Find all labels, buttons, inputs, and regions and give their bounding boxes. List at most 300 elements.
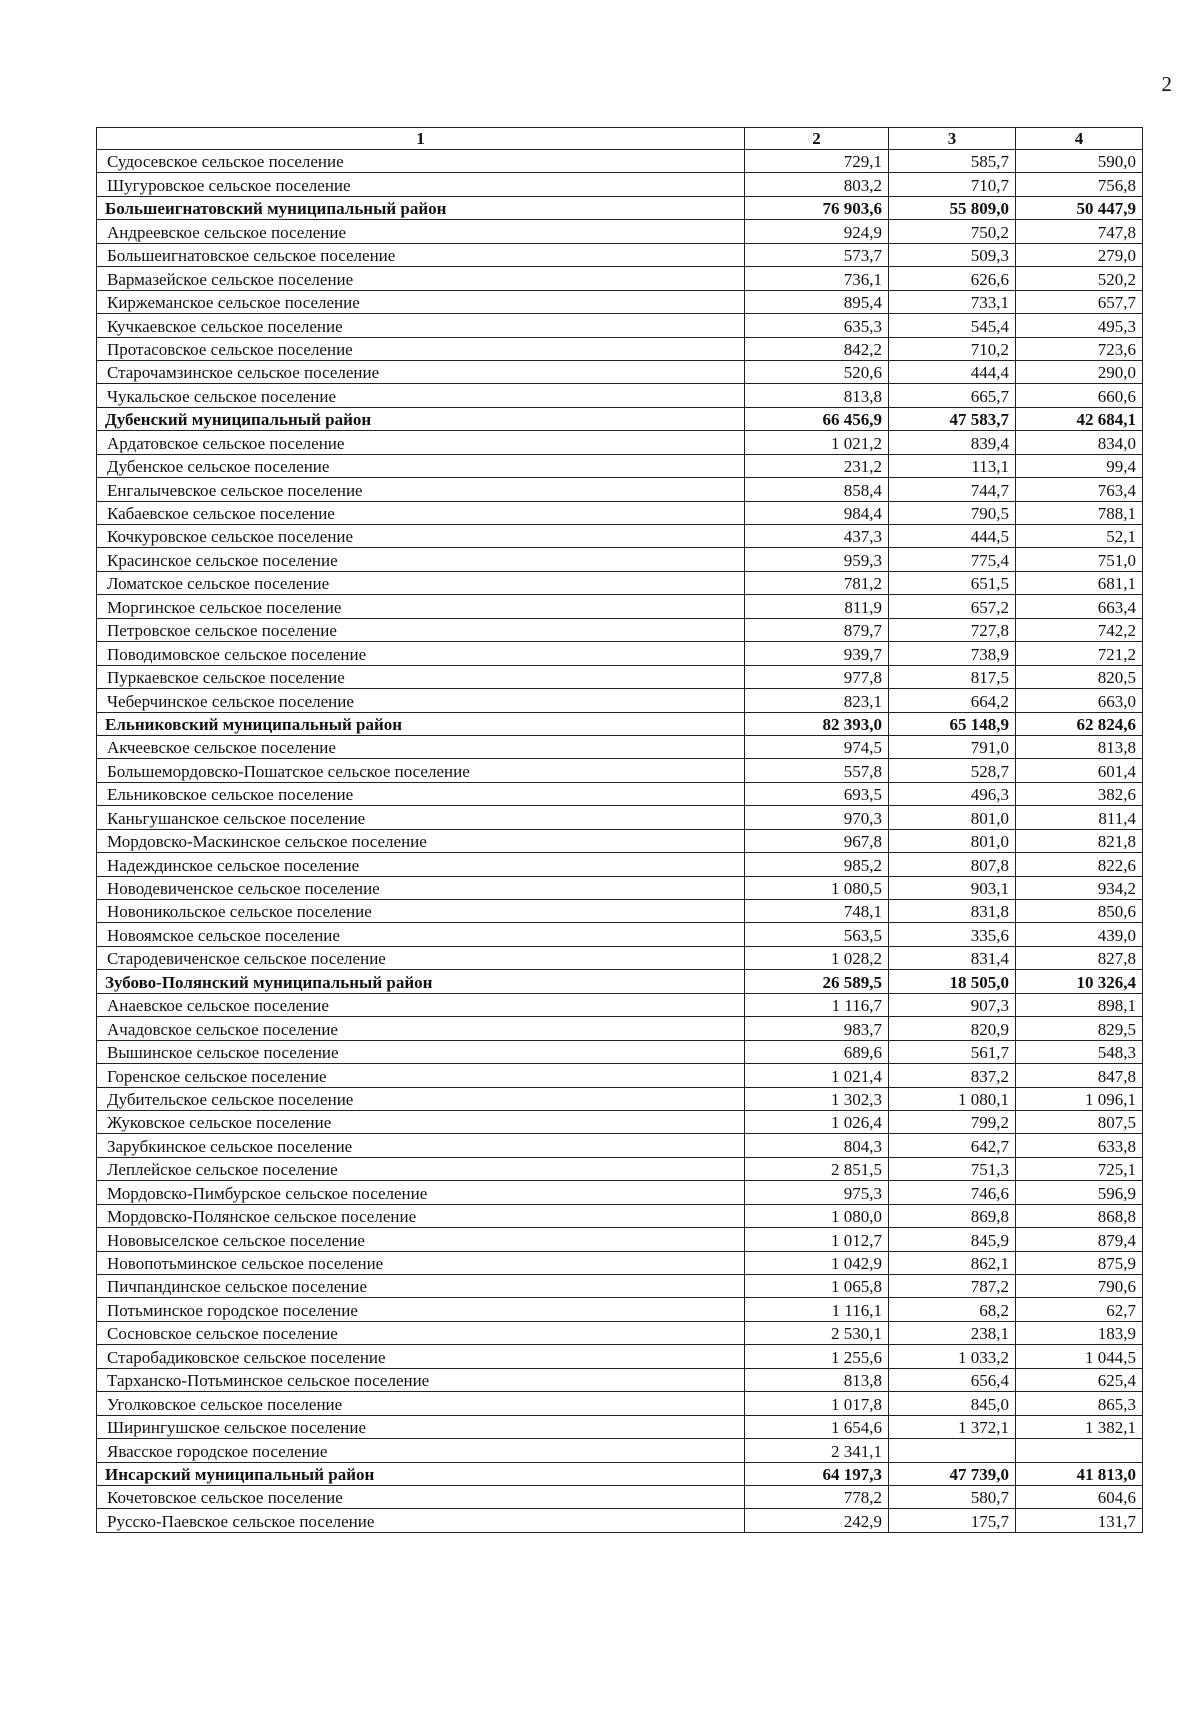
settlement-name-cell: Моргинское сельское поселение	[97, 595, 745, 618]
value-col4-cell: 875,9	[1016, 1251, 1143, 1274]
settlement-name-cell: Кабаевское сельское поселение	[97, 501, 745, 524]
value-col3-cell: 545,4	[889, 314, 1016, 337]
value-col2-cell: 778,2	[745, 1485, 889, 1508]
value-col3-cell: 727,8	[889, 618, 1016, 641]
value-col3-cell: 820,9	[889, 1017, 1016, 1040]
settlement-name-cell: Русско-Паевское сельское поселение	[97, 1509, 745, 1532]
value-col4-cell: 723,6	[1016, 337, 1143, 360]
value-col3-cell: 733,1	[889, 290, 1016, 313]
table-row	[97, 360, 1143, 383]
value-col2-cell: 983,7	[745, 1017, 889, 1040]
settlement-name-cell: Новоямское сельское поселение	[97, 923, 745, 946]
table-body	[97, 150, 1143, 1533]
value-col2-cell: 2 851,5	[745, 1157, 889, 1180]
table-row	[97, 1040, 1143, 1063]
table-row	[97, 829, 1143, 852]
table-row	[97, 1368, 1143, 1391]
settlement-name-cell: Леплейское сельское поселение	[97, 1157, 745, 1180]
settlement-name-cell: Тарханско-Потьминское сельское поселение	[97, 1368, 745, 1391]
value-col4-cell: 290,0	[1016, 360, 1143, 383]
settlement-name-cell: Чеберчинское сельское поселение	[97, 689, 745, 712]
value-col4-cell: 10 326,4	[1016, 970, 1143, 993]
settlement-name-cell: Дубительское сельское поселение	[97, 1087, 745, 1110]
value-col3-cell: 238,1	[889, 1321, 1016, 1344]
value-col4-cell: 382,6	[1016, 782, 1143, 805]
settlement-name-cell: Жуковское сельское поселение	[97, 1110, 745, 1133]
value-col3-cell: 65 148,9	[889, 712, 1016, 735]
value-col2-cell: 813,8	[745, 384, 889, 407]
value-col4-cell: 439,0	[1016, 923, 1143, 946]
settlement-name-cell: Большемордовско-Пошатское сельское поселение	[97, 759, 745, 782]
column-header-1: 1	[97, 128, 745, 150]
table-row	[97, 1298, 1143, 1321]
value-col3-cell: 642,7	[889, 1134, 1016, 1157]
value-col4-cell: 50 447,9	[1016, 196, 1143, 219]
table-row	[97, 243, 1143, 266]
value-col3-cell: 807,8	[889, 853, 1016, 876]
value-col3-cell: 791,0	[889, 735, 1016, 758]
table-row	[97, 1509, 1143, 1532]
value-col2-cell: 1 302,3	[745, 1087, 889, 1110]
value-col4-cell: 52,1	[1016, 525, 1143, 548]
value-col2-cell: 813,8	[745, 1368, 889, 1391]
settlement-name-cell: Шугуровское сельское поселение	[97, 173, 745, 196]
table-header	[97, 128, 1143, 150]
value-col2-cell: 977,8	[745, 665, 889, 688]
value-col2-cell: 748,1	[745, 900, 889, 923]
value-col4-cell: 821,8	[1016, 829, 1143, 852]
value-col2-cell: 803,2	[745, 173, 889, 196]
column-header-3: 3	[889, 128, 1016, 150]
table-row	[97, 1110, 1143, 1133]
value-col3-cell: 626,6	[889, 267, 1016, 290]
value-col2-cell: 984,4	[745, 501, 889, 524]
value-col4-cell: 183,9	[1016, 1321, 1143, 1344]
table-row	[97, 384, 1143, 407]
value-col4-cell: 681,1	[1016, 571, 1143, 594]
settlement-name-cell: Дубенский муниципальный район	[97, 407, 745, 430]
table-row	[97, 1321, 1143, 1344]
value-col3-cell: 787,2	[889, 1275, 1016, 1298]
settlement-name-cell: Ельниковское сельское поселение	[97, 782, 745, 805]
value-col2-cell: 811,9	[745, 595, 889, 618]
table-row	[97, 876, 1143, 899]
value-col4-cell: 829,5	[1016, 1017, 1143, 1040]
value-col3-cell: 335,6	[889, 923, 1016, 946]
value-col4-cell: 898,1	[1016, 993, 1143, 1016]
value-col4-cell: 62 824,6	[1016, 712, 1143, 735]
value-col2-cell: 1 116,7	[745, 993, 889, 1016]
value-col2-cell: 2 530,1	[745, 1321, 889, 1344]
value-col4-cell: 41 813,0	[1016, 1462, 1143, 1485]
value-col4-cell: 820,5	[1016, 665, 1143, 688]
value-col4-cell: 811,4	[1016, 806, 1143, 829]
value-col3-cell: 801,0	[889, 806, 1016, 829]
value-col4-cell: 42 684,1	[1016, 407, 1143, 430]
value-col2-cell: 64 197,3	[745, 1462, 889, 1485]
table-row	[97, 220, 1143, 243]
value-col2-cell: 557,8	[745, 759, 889, 782]
value-col4-cell: 520,2	[1016, 267, 1143, 290]
value-col4-cell: 807,5	[1016, 1110, 1143, 1133]
value-col3-cell: 799,2	[889, 1110, 1016, 1133]
table-row	[97, 618, 1143, 641]
table-row	[97, 595, 1143, 618]
settlement-name-cell: Акчеевское сельское поселение	[97, 735, 745, 758]
value-col2-cell: 804,3	[745, 1134, 889, 1157]
settlement-name-cell: Андреевское сельское поселение	[97, 220, 745, 243]
value-col2-cell: 563,5	[745, 923, 889, 946]
value-col2-cell: 858,4	[745, 478, 889, 501]
district-row	[97, 196, 1143, 219]
settlement-name-cell: Вармазейское сельское поселение	[97, 267, 745, 290]
column-header-2: 2	[745, 128, 889, 150]
value-col2-cell: 959,3	[745, 548, 889, 571]
table-row	[97, 478, 1143, 501]
settlement-name-cell: Потьминское городское поселение	[97, 1298, 745, 1321]
value-col3-cell: 657,2	[889, 595, 1016, 618]
settlement-name-cell: Надеждинское сельское поселение	[97, 853, 745, 876]
value-col4-cell: 763,4	[1016, 478, 1143, 501]
settlement-name-cell: Зубово-Полянский муниципальный район	[97, 970, 745, 993]
value-col3-cell: 1 033,2	[889, 1345, 1016, 1368]
value-col3-cell: 47 583,7	[889, 407, 1016, 430]
value-col3-cell: 710,7	[889, 173, 1016, 196]
value-col4-cell: 1 382,1	[1016, 1415, 1143, 1438]
value-col3-cell: 869,8	[889, 1204, 1016, 1227]
value-col2-cell: 520,6	[745, 360, 889, 383]
value-col3-cell: 831,8	[889, 900, 1016, 923]
value-col2-cell: 437,3	[745, 525, 889, 548]
value-col4-cell: 721,2	[1016, 642, 1143, 665]
value-col2-cell: 82 393,0	[745, 712, 889, 735]
value-col4-cell: 99,4	[1016, 454, 1143, 477]
value-col2-cell: 1 065,8	[745, 1275, 889, 1298]
value-col3-cell: 580,7	[889, 1485, 1016, 1508]
settlement-name-cell: Анаевское сельское поселение	[97, 993, 745, 1016]
settlement-name-cell: Каньгушанское сельское поселение	[97, 806, 745, 829]
table-row	[97, 454, 1143, 477]
table-row	[97, 1439, 1143, 1462]
table-row	[97, 993, 1143, 1016]
value-col2-cell: 823,1	[745, 689, 889, 712]
value-col3-cell: 831,4	[889, 946, 1016, 969]
district-row	[97, 970, 1143, 993]
value-col4-cell: 657,7	[1016, 290, 1143, 313]
table-row	[97, 806, 1143, 829]
table-row	[97, 1204, 1143, 1227]
table-row	[97, 173, 1143, 196]
table-row	[97, 665, 1143, 688]
value-col2-cell: 26 589,5	[745, 970, 889, 993]
value-col2-cell: 985,2	[745, 853, 889, 876]
value-col2-cell: 1 012,7	[745, 1228, 889, 1251]
value-col2-cell: 1 021,2	[745, 431, 889, 454]
value-col3-cell: 496,3	[889, 782, 1016, 805]
value-col2-cell: 879,7	[745, 618, 889, 641]
settlement-name-cell: Мордовско-Полянское сельское поселение	[97, 1204, 745, 1227]
value-col3-cell: 744,7	[889, 478, 1016, 501]
settlement-name-cell: Стародевиченское сельское поселение	[97, 946, 745, 969]
value-col3-cell: 903,1	[889, 876, 1016, 899]
table-row	[97, 900, 1143, 923]
table-row	[97, 314, 1143, 337]
value-col4-cell: 756,8	[1016, 173, 1143, 196]
value-col2-cell: 689,6	[745, 1040, 889, 1063]
value-col2-cell: 1 028,2	[745, 946, 889, 969]
value-col3-cell: 444,4	[889, 360, 1016, 383]
value-col2-cell: 967,8	[745, 829, 889, 852]
value-col2-cell: 1 021,4	[745, 1064, 889, 1087]
value-col3-cell: 837,2	[889, 1064, 1016, 1087]
settlement-name-cell: Кучкаевское сельское поселение	[97, 314, 745, 337]
value-col3-cell: 1 080,1	[889, 1087, 1016, 1110]
value-col3-cell	[889, 1439, 1016, 1462]
table-row	[97, 1345, 1143, 1368]
settlement-name-cell: Мордовско-Пимбурское сельское поселение	[97, 1181, 745, 1204]
settlement-name-cell: Новопотьминское сельское поселение	[97, 1251, 745, 1274]
value-col4-cell: 747,8	[1016, 220, 1143, 243]
value-col4-cell: 62,7	[1016, 1298, 1143, 1321]
value-col2-cell: 573,7	[745, 243, 889, 266]
value-col3-cell: 839,4	[889, 431, 1016, 454]
value-col2-cell: 1 654,6	[745, 1415, 889, 1438]
settlement-name-cell: Инсарский муниципальный район	[97, 1462, 745, 1485]
value-col4-cell: 822,6	[1016, 853, 1143, 876]
table-row	[97, 290, 1143, 313]
value-col4-cell: 663,0	[1016, 689, 1143, 712]
settlement-name-cell: Мордовско-Маскинское сельское поселение	[97, 829, 745, 852]
settlement-name-cell: Судосевское сельское поселение	[97, 150, 745, 173]
table-row	[97, 501, 1143, 524]
value-col4-cell: 742,2	[1016, 618, 1143, 641]
table-row	[97, 946, 1143, 969]
value-col2-cell: 736,1	[745, 267, 889, 290]
value-col4-cell: 788,1	[1016, 501, 1143, 524]
value-col2-cell: 1 080,0	[745, 1204, 889, 1227]
table-row	[97, 1017, 1143, 1040]
table-row	[97, 782, 1143, 805]
table-row	[97, 571, 1143, 594]
value-col4-cell: 660,6	[1016, 384, 1143, 407]
column-header-4: 4	[1016, 128, 1143, 150]
settlement-name-cell: Явасское городское поселение	[97, 1439, 745, 1462]
district-row	[97, 712, 1143, 735]
settlement-name-cell: Старобадиковское сельское поселение	[97, 1345, 745, 1368]
value-col4-cell: 590,0	[1016, 150, 1143, 173]
value-col3-cell: 907,3	[889, 993, 1016, 1016]
value-col3-cell: 18 505,0	[889, 970, 1016, 993]
settlement-name-cell: Чукальское сельское поселение	[97, 384, 745, 407]
value-col2-cell: 693,5	[745, 782, 889, 805]
settlement-name-cell: Уголковское сельское поселение	[97, 1392, 745, 1415]
settlement-name-cell: Ельниковский муниципальный район	[97, 712, 745, 735]
value-col4-cell: 633,8	[1016, 1134, 1143, 1157]
value-col3-cell: 862,1	[889, 1251, 1016, 1274]
value-col3-cell: 444,5	[889, 525, 1016, 548]
settlement-name-cell: Петровское сельское поселение	[97, 618, 745, 641]
value-col3-cell: 55 809,0	[889, 196, 1016, 219]
settlement-name-cell: Киржеманское сельское поселение	[97, 290, 745, 313]
value-col3-cell: 775,4	[889, 548, 1016, 571]
value-col3-cell: 738,9	[889, 642, 1016, 665]
value-col4-cell: 596,9	[1016, 1181, 1143, 1204]
settlement-name-cell: Протасовское сельское поселение	[97, 337, 745, 360]
table-row	[97, 1275, 1143, 1298]
value-col3-cell: 746,6	[889, 1181, 1016, 1204]
table-row	[97, 853, 1143, 876]
page-number: 2	[1161, 72, 1172, 96]
value-col4-cell: 279,0	[1016, 243, 1143, 266]
table-row	[97, 267, 1143, 290]
settlement-name-cell: Кочетовское сельское поселение	[97, 1485, 745, 1508]
settlement-name-cell: Старочамзинское сельское поселение	[97, 360, 745, 383]
value-col2-cell: 895,4	[745, 290, 889, 313]
value-col3-cell: 175,7	[889, 1509, 1016, 1532]
settlement-name-cell: Поводимовское сельское поселение	[97, 642, 745, 665]
value-col3-cell: 750,2	[889, 220, 1016, 243]
value-col4-cell: 850,6	[1016, 900, 1143, 923]
table-row	[97, 1228, 1143, 1251]
value-col3-cell: 801,0	[889, 829, 1016, 852]
value-col2-cell: 924,9	[745, 220, 889, 243]
table-row	[97, 1251, 1143, 1274]
value-col4-cell: 834,0	[1016, 431, 1143, 454]
value-col2-cell: 970,3	[745, 806, 889, 829]
value-col2-cell: 242,9	[745, 1509, 889, 1532]
table-row	[97, 759, 1143, 782]
value-col4-cell: 847,8	[1016, 1064, 1143, 1087]
value-col3-cell: 68,2	[889, 1298, 1016, 1321]
value-col2-cell: 66 456,9	[745, 407, 889, 430]
settlement-name-cell: Зарубкинское сельское поселение	[97, 1134, 745, 1157]
settlement-name-cell: Горенское сельское поселение	[97, 1064, 745, 1087]
value-col2-cell: 1 255,6	[745, 1345, 889, 1368]
table-row	[97, 548, 1143, 571]
value-col4-cell: 865,3	[1016, 1392, 1143, 1415]
value-col2-cell: 1 026,4	[745, 1110, 889, 1133]
value-col4-cell	[1016, 1439, 1143, 1462]
value-col4-cell: 725,1	[1016, 1157, 1143, 1180]
value-col4-cell: 879,4	[1016, 1228, 1143, 1251]
value-col3-cell: 845,9	[889, 1228, 1016, 1251]
table-row	[97, 1134, 1143, 1157]
value-col3-cell: 656,4	[889, 1368, 1016, 1391]
table-row	[97, 1485, 1143, 1508]
value-col4-cell: 663,4	[1016, 595, 1143, 618]
value-col3-cell: 651,5	[889, 571, 1016, 594]
table-row	[97, 735, 1143, 758]
table-row	[97, 431, 1143, 454]
value-col4-cell: 1 044,5	[1016, 1345, 1143, 1368]
value-col3-cell: 509,3	[889, 243, 1016, 266]
settlement-name-cell: Дубенское сельское поселение	[97, 454, 745, 477]
value-col4-cell: 813,8	[1016, 735, 1143, 758]
settlement-name-cell: Красинское сельское поселение	[97, 548, 745, 571]
value-col2-cell: 729,1	[745, 150, 889, 173]
value-col3-cell: 528,7	[889, 759, 1016, 782]
value-col3-cell: 47 739,0	[889, 1462, 1016, 1485]
value-col2-cell: 939,7	[745, 642, 889, 665]
value-col2-cell: 635,3	[745, 314, 889, 337]
settlement-name-cell: Кочкуровское сельское поселение	[97, 525, 745, 548]
settlement-name-cell: Большеигнатовское сельское поселение	[97, 243, 745, 266]
value-col2-cell: 842,2	[745, 337, 889, 360]
table-row	[97, 525, 1143, 548]
value-col2-cell: 1 042,9	[745, 1251, 889, 1274]
value-col4-cell: 790,6	[1016, 1275, 1143, 1298]
value-col4-cell: 601,4	[1016, 759, 1143, 782]
table-row	[97, 1415, 1143, 1438]
value-col4-cell: 1 096,1	[1016, 1087, 1143, 1110]
settlement-name-cell: Ардатовское сельское поселение	[97, 431, 745, 454]
settlement-name-cell: Ширингушское сельское поселение	[97, 1415, 745, 1438]
value-col2-cell: 1 080,5	[745, 876, 889, 899]
district-row	[97, 1462, 1143, 1485]
value-col2-cell: 1 116,1	[745, 1298, 889, 1321]
settlement-name-cell: Сосновское сельское поселение	[97, 1321, 745, 1344]
value-col3-cell: 790,5	[889, 501, 1016, 524]
value-col2-cell: 974,5	[745, 735, 889, 758]
value-col3-cell: 1 372,1	[889, 1415, 1016, 1438]
settlement-name-cell: Ачадовское сельское поселение	[97, 1017, 745, 1040]
value-col3-cell: 751,3	[889, 1157, 1016, 1180]
value-col3-cell: 845,0	[889, 1392, 1016, 1415]
budget-table	[96, 127, 1143, 1533]
value-col3-cell: 561,7	[889, 1040, 1016, 1063]
value-col4-cell: 868,8	[1016, 1204, 1143, 1227]
value-col4-cell: 934,2	[1016, 876, 1143, 899]
value-col4-cell: 495,3	[1016, 314, 1143, 337]
table-row	[97, 642, 1143, 665]
settlement-name-cell: Новодевиченское сельское поселение	[97, 876, 745, 899]
table-row	[97, 337, 1143, 360]
settlement-name-cell: Ломатское сельское поселение	[97, 571, 745, 594]
value-col4-cell: 827,8	[1016, 946, 1143, 969]
district-row	[97, 407, 1143, 430]
value-col4-cell: 625,4	[1016, 1368, 1143, 1391]
settlement-name-cell: Енгалычевское сельское поселение	[97, 478, 745, 501]
settlement-name-cell: Пуркаевское сельское поселение	[97, 665, 745, 688]
value-col4-cell: 604,6	[1016, 1485, 1143, 1508]
table-row	[97, 1087, 1143, 1110]
value-col2-cell: 1 017,8	[745, 1392, 889, 1415]
value-col3-cell: 817,5	[889, 665, 1016, 688]
value-col4-cell: 751,0	[1016, 548, 1143, 571]
table-row	[97, 689, 1143, 712]
settlement-name-cell: Пичпандинское сельское поселение	[97, 1275, 745, 1298]
table-row	[97, 1064, 1143, 1087]
value-col4-cell: 548,3	[1016, 1040, 1143, 1063]
value-col3-cell: 664,2	[889, 689, 1016, 712]
value-col4-cell: 131,7	[1016, 1509, 1143, 1532]
settlement-name-cell: Новоникольское сельское поселение	[97, 900, 745, 923]
value-col3-cell: 710,2	[889, 337, 1016, 360]
value-col2-cell: 781,2	[745, 571, 889, 594]
table-row	[97, 1181, 1143, 1204]
value-col2-cell: 2 341,1	[745, 1439, 889, 1462]
value-col3-cell: 665,7	[889, 384, 1016, 407]
settlement-name-cell: Вышинское сельское поселение	[97, 1040, 745, 1063]
value-col2-cell: 76 903,6	[745, 196, 889, 219]
header-row	[97, 128, 1143, 150]
value-col3-cell: 585,7	[889, 150, 1016, 173]
value-col2-cell: 231,2	[745, 454, 889, 477]
settlement-name-cell: Большеигнатовский муниципальный район	[97, 196, 745, 219]
table-row	[97, 1157, 1143, 1180]
table-row	[97, 150, 1143, 173]
value-col3-cell: 113,1	[889, 454, 1016, 477]
